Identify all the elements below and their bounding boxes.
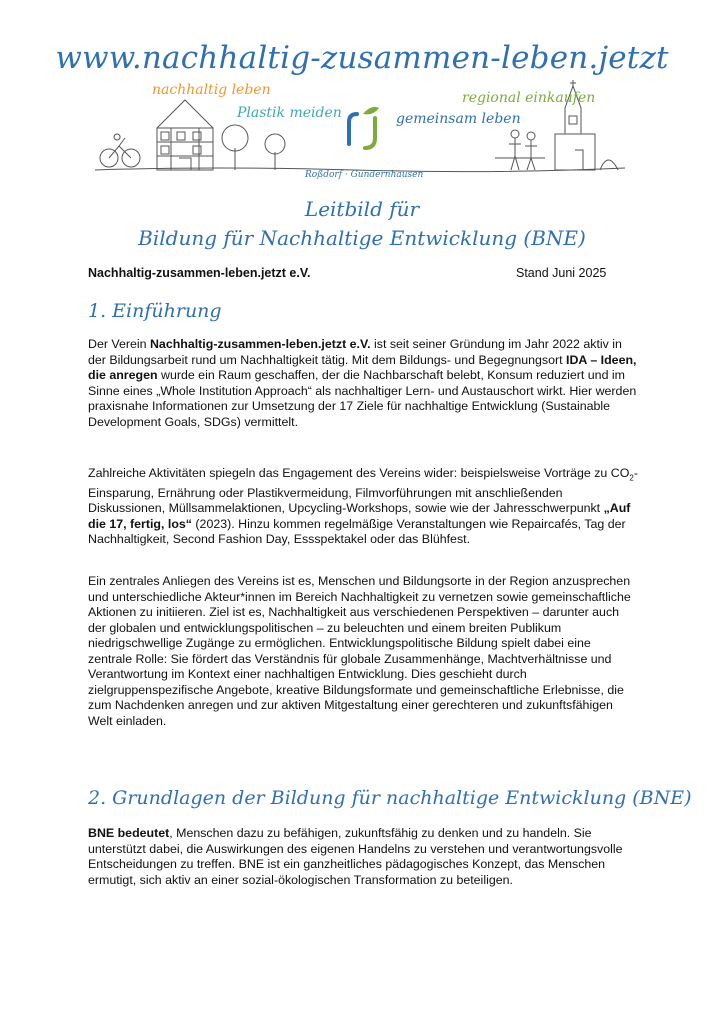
site-url: www.nachhaltig-zusammen-leben.jetzt	[55, 40, 669, 76]
paragraph: Ein zentrales Anliegen des Vereins ist es, Menschen und Bildungsorte in der Region anzusprechen und unterschiedliche Akteur*innen im Bereich Nachhaltigkeit zu vernetzen sowie gemeinschaftliche Aktionen zu initiieren. Ziel ist es, Nachhaltigkeit aus verschiedenen Perspektiven – darunter auch der globalen und entwicklungspolitischen – zu beleuchten und einem breiten Publikum niedrigschwellige Zugänge zu ermöglichen. Entwicklungspolitische Bildung spielt dabei eine zentrale Rolle: Sie fördert das Verständnis für globale Zusammenhänge, Machtverhältnisse und Verantwortung im Kontext einer nachhaltigen Entwicklung. Dies geschieht durch zielgruppenspezifische Angebote, kreative Bildungsformate und gemeinschaftliche Erlebnisse, die zum Nachdenken anregen und zur aktiven Mitgestaltung einer gerechteren und zukunftsfähigen Welt einladen.	[88, 574, 631, 728]
slogan-buy-regional: regional einkaufen	[462, 90, 596, 106]
slogan-avoid-plastic: Plastik meiden	[237, 105, 342, 121]
tree-icon	[222, 125, 285, 170]
paragraph: Zahlreiche Aktivitäten spiegeln das Engagement des Vereins wider: beispielsweise Vorträge zu $CO_2$-Einsparung, Ernährung oder Plastikvermeidung, Filmvorführungen mit anschließenden Diskussionen, Müllsammelaktionen, Upcycling-Workshops, sowie wie der Jahresschwerpunkt „Auf die 17, fertig, los“ (2023). Hinzu kommen regelmäßige Veranstaltungen wie Repaircafés, Tag der Nachhaltigkeit, Second Fashion Day, Essspektakel oder das Blühfest.	[88, 466, 638, 547]
document-date: Stand Juni 2025	[516, 266, 607, 280]
section-heading-bne-basics: 2. Grundlagen der Bildung für nachhaltige Entwicklung (BNE)	[88, 787, 692, 809]
cyclist-icon	[100, 134, 140, 167]
logo-icon	[345, 104, 381, 152]
section-heading-introduction: 1. Einführung	[88, 300, 222, 322]
document-title-line1: Leitbild für	[304, 197, 420, 221]
slogan-live-together: gemeinsam leben	[396, 111, 521, 127]
people-icon	[495, 130, 545, 170]
paragraph: Der Verein Nachhaltig-zusammen-leben.jetzt e.V. ist seit seiner Gründung im Jahr 2022 aktiv in der Bildungsarbeit rund um Nachhaltigkeit tätig. Mit dem Bildungs- und Begegnungsort IDA – Ideen, die anregen wurde ein Raum geschaffen, der die Nachbarschaft belebt, Konsum reduziert und im Sinne eines „Whole Institution Approach“ als nachhaltiger Lern- und Austauschort wirkt. Hier werden praxisnahe Informationen zur Umsetzung der 17 Ziele für nachhaltige Entwicklung (Sustainable Development Goals, SDGs) vermittelt.	[88, 337, 637, 429]
paragraph: BNE bedeutet, Menschen dazu zu befähigen, zukunftsfähig zu denken und zu handeln. Sie unterstützt dabei, die Auswirkungen des eigenen Handelns zu verstehen und verantwortungsvolle Entscheidungen zu treffen. BNE ist ein ganzheitliches pädagogisches Konzept, das Menschen ermutigt, sich aktiv an einer sozial-ökologischen Transformation zu beteiligen.	[88, 826, 623, 887]
slogan-sustainable-living: nachhaltig leben	[152, 82, 271, 98]
organization-name: Nachhaltig-zusammen-leben.jetzt e.V.	[88, 266, 311, 280]
half-timbered-house-icon	[157, 100, 213, 170]
document-title-line2: Bildung für Nachhaltige Entwicklung (BNE)	[138, 226, 586, 250]
town-label: Roßdorf · Gundernhausen	[305, 170, 424, 180]
